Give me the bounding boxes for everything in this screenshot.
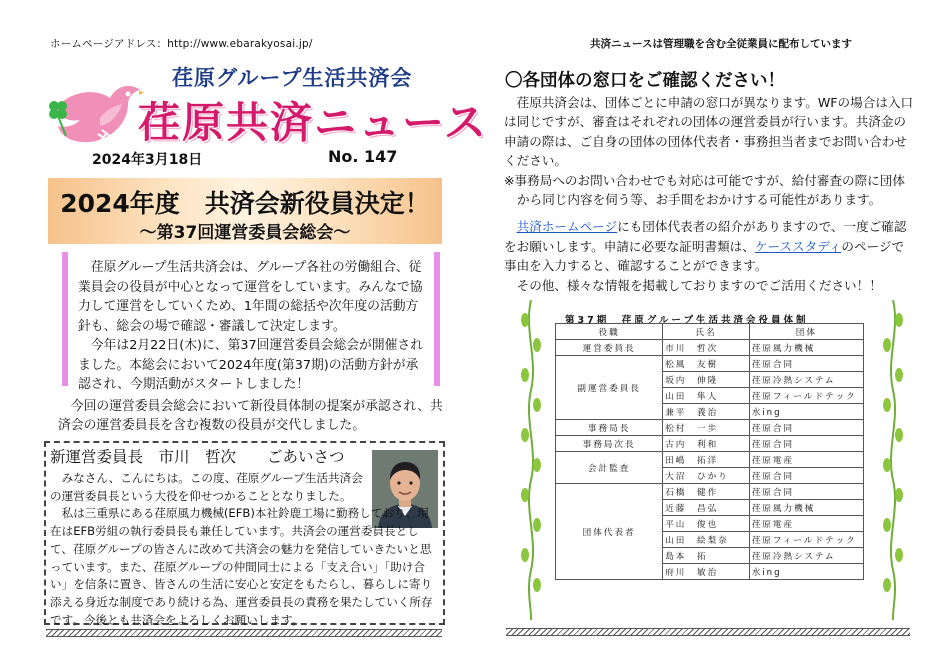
name-cell: 兼平 義治 [663, 404, 750, 420]
table-row [556, 452, 864, 468]
greeting-paragraph: 私は三重県にある荏原風力機械(EFB)本社鈴鹿工場に勤務しており、現在はEFB労組の執行委員長も兼任しています。共済会の運営委員長として、荏原グループの皆さんに改めて共済会の魅力を発信していきたいと思っています。また、荏原グループの仲間同士による「支え合い」「助け合い」を信条に置き、皆さんの生活に安心と安定をもたらし、暮らしに寄り添える身近な制度であり続ける為、運営委員長の責務を果たしていく所存です。今後とも共済会をよろしくお願いします。 [50, 506, 433, 627]
org-cell: 荏原風力機械 [749, 500, 863, 516]
org-cell: 荏原合同 [749, 468, 863, 484]
name-cell: 松風 友樹 [663, 356, 750, 372]
greeting-text [50, 470, 439, 629]
masthead-title: 荏原共済ニュース [138, 98, 488, 147]
table-row [556, 420, 864, 436]
name-cell: 府川 敏治 [663, 564, 750, 580]
org-cell: 荏原合同 [749, 420, 863, 436]
role-cell: 事務局次長 [556, 436, 663, 452]
intro-box [62, 252, 440, 392]
org-cell: 荏原合同 [749, 484, 863, 500]
name-cell: 島本 拓 [663, 548, 750, 564]
name-cell: 松村 一歩 [663, 420, 750, 436]
org-cell: 荏原冷熱システム [749, 372, 863, 388]
table-row [556, 436, 864, 452]
headline-subtitle: ～第37回運営委員会総会～ [139, 223, 351, 243]
column-header: 氏名 [663, 324, 750, 340]
vine-left-icon [520, 300, 542, 620]
masthead-subtitle: 荏原グループ生活共済会 [172, 66, 413, 90]
table-header-row [556, 324, 864, 340]
name-cell: 大沼 ひかり [663, 468, 750, 484]
greeting-title: 新運営委員長 市川 哲次 ごあいさつ [50, 448, 345, 466]
article-body: 今回の運営委員会総会において新役員体制の提案が承認され、共済会の運営委員長を含む複数の役員が交代しました。 [58, 399, 443, 433]
headline-banner [48, 178, 442, 244]
name-cell: 山田 隼人 [663, 388, 750, 404]
distribution-note: 共済ニュースは管理職を含む全従業員に配布しています [590, 38, 852, 50]
name-cell: 近藤 昌弘 [663, 500, 750, 516]
org-cell: 荏原風力機械 [749, 340, 863, 356]
kyosai-homepage-link[interactable]: 共済ホームページ [516, 219, 618, 235]
issue-date: 2024年3月18日 [92, 152, 203, 168]
org-cell: 荏原電産 [749, 516, 863, 532]
homepage-address: ホームページアドレス：http://www.ebarakyosai.jp/ [50, 38, 313, 50]
role-cell: 会計監査 [556, 452, 663, 484]
org-cell: 荏原電産 [749, 452, 863, 468]
vine-right-icon [882, 300, 904, 620]
table-row [556, 340, 864, 356]
intro-paragraph: 今年は2月22日(木)に、第37回運営委員会総会が開催されました。本総会において2024年度(第37期)の活動方針が承認され、今期活動がスタートしました！ [78, 338, 424, 392]
org-cell: 水ing [749, 564, 863, 580]
org-cell: 荏原合同 [749, 356, 863, 372]
greeting-paragraph: みなさん、こんにちは。この度、荏原グループ生活共済会の運営委員長という大役を仰せつかることとなりました。 [50, 471, 363, 503]
org-cell: 荏原フィールドテック [749, 532, 863, 548]
notice-paragraph: 荏原共済会は、団体ごとに申請の窓口が異なります。WFの場合は入口は同じですが、審査はそれぞれの団体の運営委員が行います。共済金の申請の際は、ご自身の団体の団体代表者・事務担当者までお問い合わせください。 [504, 95, 914, 169]
notice-caution: ※事務局へのお問い合わせでも対応は可能ですが、給付審査の際に団体から同じ内容を伺う等、お手間をおかけする可能性があります。 [504, 172, 905, 208]
section-divider [506, 628, 910, 636]
name-cell: 市川 哲次 [663, 340, 750, 356]
role-cell: 団体代表者 [556, 484, 663, 580]
roster-title: 第37期 荏原グループ生活共済会役員体制 [565, 315, 809, 326]
notice-paragraph [504, 217, 914, 275]
name-cell: 坂内 伸隆 [663, 372, 750, 388]
notice-text [504, 93, 914, 295]
name-cell: 田嶋 拓洋 [663, 452, 750, 468]
table-row [556, 356, 864, 372]
issue-number: No. 147 [328, 147, 398, 166]
role-cell: 副運営委員長 [556, 356, 663, 420]
name-cell: 古内 利和 [663, 436, 750, 452]
column-header: 団体 [749, 324, 863, 340]
table-row [556, 484, 864, 500]
notice-paragraph: その他、様々な情報を掲載しておりますのでご活用ください！！ [504, 277, 882, 293]
intro-paragraph: 荏原グループ生活共済会は、グループ各社の労働組合、従業員会の役員が中心となって運営をしています。みんなで協力して運営をしていくため、1年間の総括や次年度の活動方針も、総会の場で確認・審議して決定します。 [78, 260, 423, 334]
column-header: 役職 [556, 324, 663, 340]
section-divider [46, 629, 442, 637]
roster-table [555, 323, 864, 580]
name-cell: 平山 俊也 [663, 516, 750, 532]
org-cell: 荏原合同 [749, 436, 863, 452]
org-cell: 荏原フィールドテック [749, 388, 863, 404]
intro-text [78, 258, 424, 395]
notice-text-part: のページで事由を入力すると、確認することができます。 [504, 238, 905, 274]
role-cell: 事務局長 [556, 420, 663, 436]
name-cell: 石橋 健作 [663, 484, 750, 500]
bird-logo-icon [40, 64, 144, 154]
case-study-link[interactable]: ケーススタディ [754, 238, 842, 254]
headline-title: 2024年度 共済会新役員決定！ [60, 189, 430, 218]
name-cell: 山田 絵梨奈 [663, 532, 750, 548]
greeting-box [44, 441, 445, 625]
notice-text-part: にも団体代表者の紹介がありますので、一度ご確認をお願いします。申請に必要な証明書類は、 [504, 219, 907, 254]
notice-heading: 〇各団体の窓口をご確認ください！ [505, 71, 785, 91]
role-cell: 運営委員長 [556, 340, 663, 356]
org-cell: 荏原冷熱システム [749, 548, 863, 564]
org-cell: 水ing [749, 404, 863, 420]
